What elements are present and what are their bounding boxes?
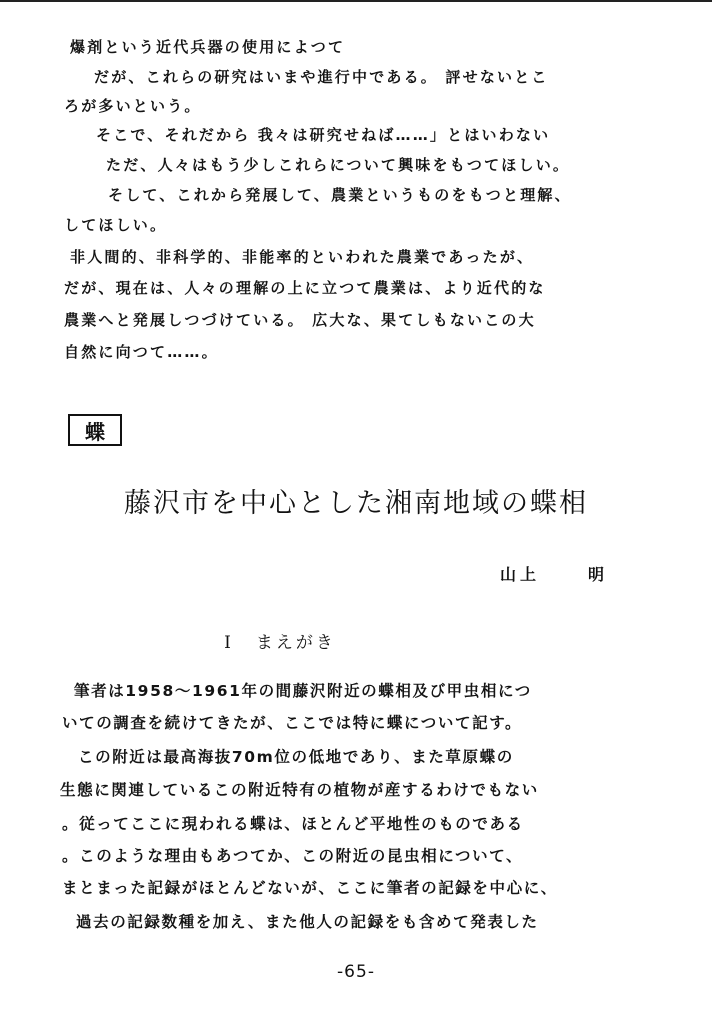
author-name <box>500 562 608 585</box>
section-heading <box>0 628 560 653</box>
body-text-line: この附近は最高海抜70m位の低地であり、また草原蝶の <box>78 748 514 766</box>
author-given-name: 明 <box>588 565 609 584</box>
intro-text-line: 爆剤という近代兵器の使用によつて <box>70 38 346 56</box>
body-text-line: 筆者は1958～1961年の間藤沢附近の蝶相及び甲虫相につ <box>74 682 532 700</box>
intro-text-line: だが、これらの研究はいまや進行中である。 評せないとこ <box>94 68 549 86</box>
intro-text-line: 自然に向つて……。 <box>64 343 219 361</box>
body-text-line: 生態に関連しているこの附近特有の植物が産するわけでもない <box>60 781 539 799</box>
section-number: I <box>224 633 234 653</box>
intro-text-line: 非人間的、非科学的、非能率的といわれた農業であったが、 <box>70 248 535 266</box>
page-number: -65- <box>337 962 375 982</box>
intro-text-line: そして、これから発展して、農業というものをもつと理解、 <box>108 186 572 204</box>
article-title: 藤沢市を中心とした湘南地域の蝶相 <box>124 488 588 519</box>
intro-text-line: してほしい。 <box>64 216 168 234</box>
section-label-box <box>68 414 122 446</box>
body-text-line: 過去の記録数種を加え、また他人の記録をも含めて発表した <box>76 913 539 931</box>
top-rule <box>0 0 712 2</box>
intro-text-line: だが、現在は、人々の理解の上に立つて農業は、より近代的な <box>64 279 546 297</box>
body-text-line: いての調査を続けてきたが、ここでは特に蝶について記す。 <box>62 714 523 732</box>
section-label: 蝶 <box>85 419 105 444</box>
section-heading-text: まえがき <box>255 633 336 653</box>
intro-text-line: ろが多いという。 <box>64 97 202 115</box>
intro-text-line: そこで、それだから 我々は研究せねば……」とはいわない <box>96 126 551 144</box>
intro-text-line: ただ、人々はもう少しこれらについて興味をもつてほしい。 <box>106 156 571 174</box>
body-text-line: まとまった記録がほとんどないが、ここに筆者の記録を中心に、 <box>62 879 558 897</box>
intro-text-line: 農業へと発展しつづけている。 広大な、果てしもないこの大 <box>64 311 536 329</box>
body-text-line: 。従ってここに現われる蝶は、ほとんど平地性のものである <box>62 815 524 833</box>
body-text-line: 。このような理由もあつてか、この附近の昆虫相について、 <box>62 847 524 865</box>
author-family-name: 山上 <box>500 565 541 584</box>
